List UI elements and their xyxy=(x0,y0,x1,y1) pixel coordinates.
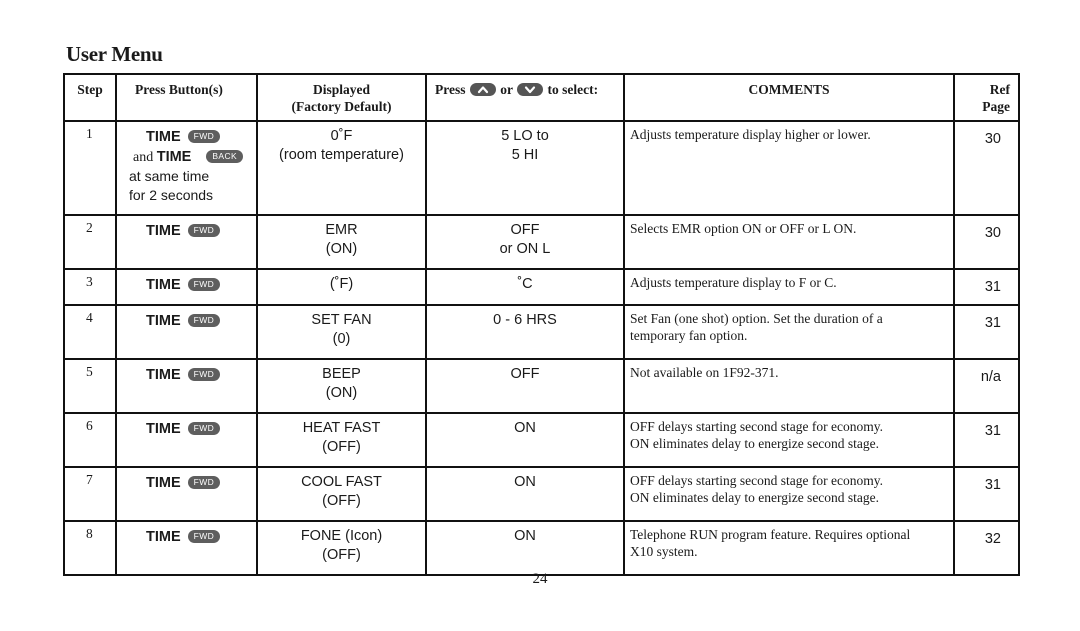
select-line: OFF xyxy=(510,366,540,382)
comment-line: Selects EMR option ON or OFF or L ON. xyxy=(630,221,857,236)
time-key-label: TIME xyxy=(146,223,181,239)
select-options xyxy=(426,305,624,359)
displayed-value xyxy=(257,359,426,413)
comment-line: Adjusts temperature display to F or C. xyxy=(630,275,837,290)
step-number: 6 xyxy=(64,413,116,467)
displayed-line: EMR xyxy=(325,222,358,238)
select-line: 5 LO to xyxy=(501,128,549,144)
select-options xyxy=(426,215,624,269)
step-number: 1 xyxy=(64,121,116,215)
comment xyxy=(624,467,954,521)
button-sequence xyxy=(116,521,257,575)
select-options xyxy=(426,121,624,215)
step-number: 8 xyxy=(64,521,116,575)
comment-line: Set Fan (one shot) option. Set the duration of a xyxy=(630,311,883,326)
ref-page: 30 xyxy=(954,215,1019,269)
fwd-key-badge: FWD xyxy=(188,530,221,543)
header-press-buttons: Press Button(s) xyxy=(116,74,257,121)
table-body xyxy=(64,121,1019,575)
displayed-line: (OFF) xyxy=(322,547,361,563)
select-line: or ON L xyxy=(499,241,551,257)
select-line: ON xyxy=(514,474,536,490)
fwd-key-badge: FWD xyxy=(188,476,221,489)
time-key-label: TIME xyxy=(146,529,181,545)
button-line xyxy=(117,275,256,295)
back-key-badge: BACK xyxy=(206,150,243,163)
header-press-to-select xyxy=(426,74,624,121)
displayed-value xyxy=(257,305,426,359)
header-displayed-label: Displayed xyxy=(312,82,370,97)
time-key-label: TIME xyxy=(146,277,181,293)
displayed-line: SET FAN xyxy=(311,312,372,328)
table-row xyxy=(64,359,1019,413)
comment-line: X10 system. xyxy=(630,544,698,559)
time-key-label: TIME xyxy=(146,421,181,437)
displayed-line: (ON) xyxy=(325,241,358,257)
button-line xyxy=(117,167,256,186)
displayed-line: (ON) xyxy=(325,385,358,401)
ref-page: 32 xyxy=(954,521,1019,575)
fwd-key-badge: FWD xyxy=(188,368,221,381)
header-factory-default: (Factory Default) xyxy=(291,99,392,114)
select-options xyxy=(426,521,624,575)
time-key-label: TIME xyxy=(146,313,181,329)
displayed-value xyxy=(257,521,426,575)
select-line: ON xyxy=(514,420,536,436)
displayed-value xyxy=(257,467,426,521)
ref-page: 30 xyxy=(954,121,1019,215)
step-number: 4 xyxy=(64,305,116,359)
comment xyxy=(624,215,954,269)
displayed-line: (OFF) xyxy=(322,493,361,509)
select-line: 0 - 6 HRS xyxy=(493,312,557,328)
button-sequence xyxy=(116,305,257,359)
user-menu-table xyxy=(63,73,1020,576)
comment-line: ON eliminates delay to energize second stage. xyxy=(630,436,880,451)
ref-page: 31 xyxy=(954,269,1019,305)
comment xyxy=(624,359,954,413)
button-sequence xyxy=(116,359,257,413)
step-number: 3 xyxy=(64,269,116,305)
select-options xyxy=(426,269,624,305)
select-options xyxy=(426,467,624,521)
button-sequence xyxy=(116,413,257,467)
comment-line: OFF delays starting second stage for economy. xyxy=(630,419,883,434)
step-number: 7 xyxy=(64,467,116,521)
displayed-line: (OFF) xyxy=(322,439,361,455)
header-page-label: Page xyxy=(982,99,1010,114)
displayed-line: (room temperature) xyxy=(279,147,404,163)
comment-line: Adjusts temperature display higher or lower. xyxy=(630,127,871,142)
page-number: 24 xyxy=(532,571,548,587)
comment xyxy=(624,521,954,575)
page-title: User Menu xyxy=(66,42,163,66)
displayed-line: BEEP xyxy=(322,366,361,382)
ref-page: n/a xyxy=(954,359,1019,413)
comment xyxy=(624,269,954,305)
displayed-line: HEAT FAST xyxy=(302,420,381,436)
table-row xyxy=(64,121,1019,215)
header-or-label: or xyxy=(500,82,513,97)
button-sequence xyxy=(116,215,257,269)
button-sequence xyxy=(116,269,257,305)
header-comments: COMMENTS xyxy=(624,74,954,121)
fwd-key-badge: FWD xyxy=(188,422,221,435)
button-line xyxy=(117,311,256,331)
comment-line: temporary fan option. xyxy=(630,328,748,343)
table-row xyxy=(64,521,1019,575)
instruction-text: at same time xyxy=(129,168,210,184)
header-ref-label: Ref xyxy=(989,82,1010,97)
displayed-value xyxy=(257,121,426,215)
button-line xyxy=(117,473,256,493)
table-row xyxy=(64,467,1019,521)
instruction-text: for 2 seconds xyxy=(129,187,214,203)
header-displayed xyxy=(257,74,426,121)
button-line xyxy=(117,527,256,547)
header-to-select-label: to select: xyxy=(547,82,599,97)
chevron-down-icon xyxy=(517,83,543,96)
displayed-line: FONE (Icon) xyxy=(300,528,383,544)
table-header xyxy=(64,74,1019,121)
select-options xyxy=(426,359,624,413)
step-number: 5 xyxy=(64,359,116,413)
select-line: OFF xyxy=(510,222,540,238)
ref-page: 31 xyxy=(954,305,1019,359)
select-options xyxy=(426,413,624,467)
header-press-label: Press xyxy=(435,82,466,97)
time-key-label: TIME xyxy=(146,475,181,491)
table-row xyxy=(64,413,1019,467)
comment-line: Telephone RUN program feature. Requires optional xyxy=(630,527,911,542)
displayed-line: (0) xyxy=(332,331,351,347)
button-line xyxy=(117,365,256,385)
comment-line: OFF delays starting second stage for economy. xyxy=(630,473,883,488)
fwd-key-badge: FWD xyxy=(188,278,221,291)
displayed-value xyxy=(257,215,426,269)
header-step: Step xyxy=(64,74,116,121)
table-row xyxy=(64,269,1019,305)
fwd-key-badge: FWD xyxy=(188,224,221,237)
time-key-label: TIME xyxy=(156,149,192,165)
comment xyxy=(624,121,954,215)
displayed-line: COOL FAST xyxy=(301,474,382,490)
fwd-key-badge: FWD xyxy=(188,130,221,143)
table-row xyxy=(64,305,1019,359)
comment-line: Not available on 1F92-371. xyxy=(630,365,779,380)
button-line xyxy=(117,419,256,439)
header-ref-page xyxy=(954,74,1019,121)
comment xyxy=(624,305,954,359)
and-label: and xyxy=(133,150,157,165)
button-line xyxy=(117,186,256,205)
ref-page: 31 xyxy=(954,467,1019,521)
comment xyxy=(624,413,954,467)
select-line: 5 HI xyxy=(511,147,539,163)
ref-page: 31 xyxy=(954,413,1019,467)
button-sequence xyxy=(116,467,257,521)
displayed-value xyxy=(257,269,426,305)
table-row xyxy=(64,215,1019,269)
displayed-line: (˚F) xyxy=(329,276,354,292)
step-number: 2 xyxy=(64,215,116,269)
comment-line: ON eliminates delay to energize second stage. xyxy=(630,490,880,505)
select-line: ON xyxy=(514,528,536,544)
button-line xyxy=(117,221,256,241)
button-line xyxy=(117,147,256,167)
chevron-up-icon xyxy=(470,83,496,96)
time-key-label: TIME xyxy=(146,129,181,145)
displayed-value xyxy=(257,413,426,467)
button-sequence xyxy=(116,121,257,215)
button-line xyxy=(117,127,256,147)
displayed-line: 0˚F xyxy=(330,128,353,144)
select-line: ˚C xyxy=(517,276,533,292)
time-key-label: TIME xyxy=(146,367,181,383)
fwd-key-badge: FWD xyxy=(188,314,221,327)
